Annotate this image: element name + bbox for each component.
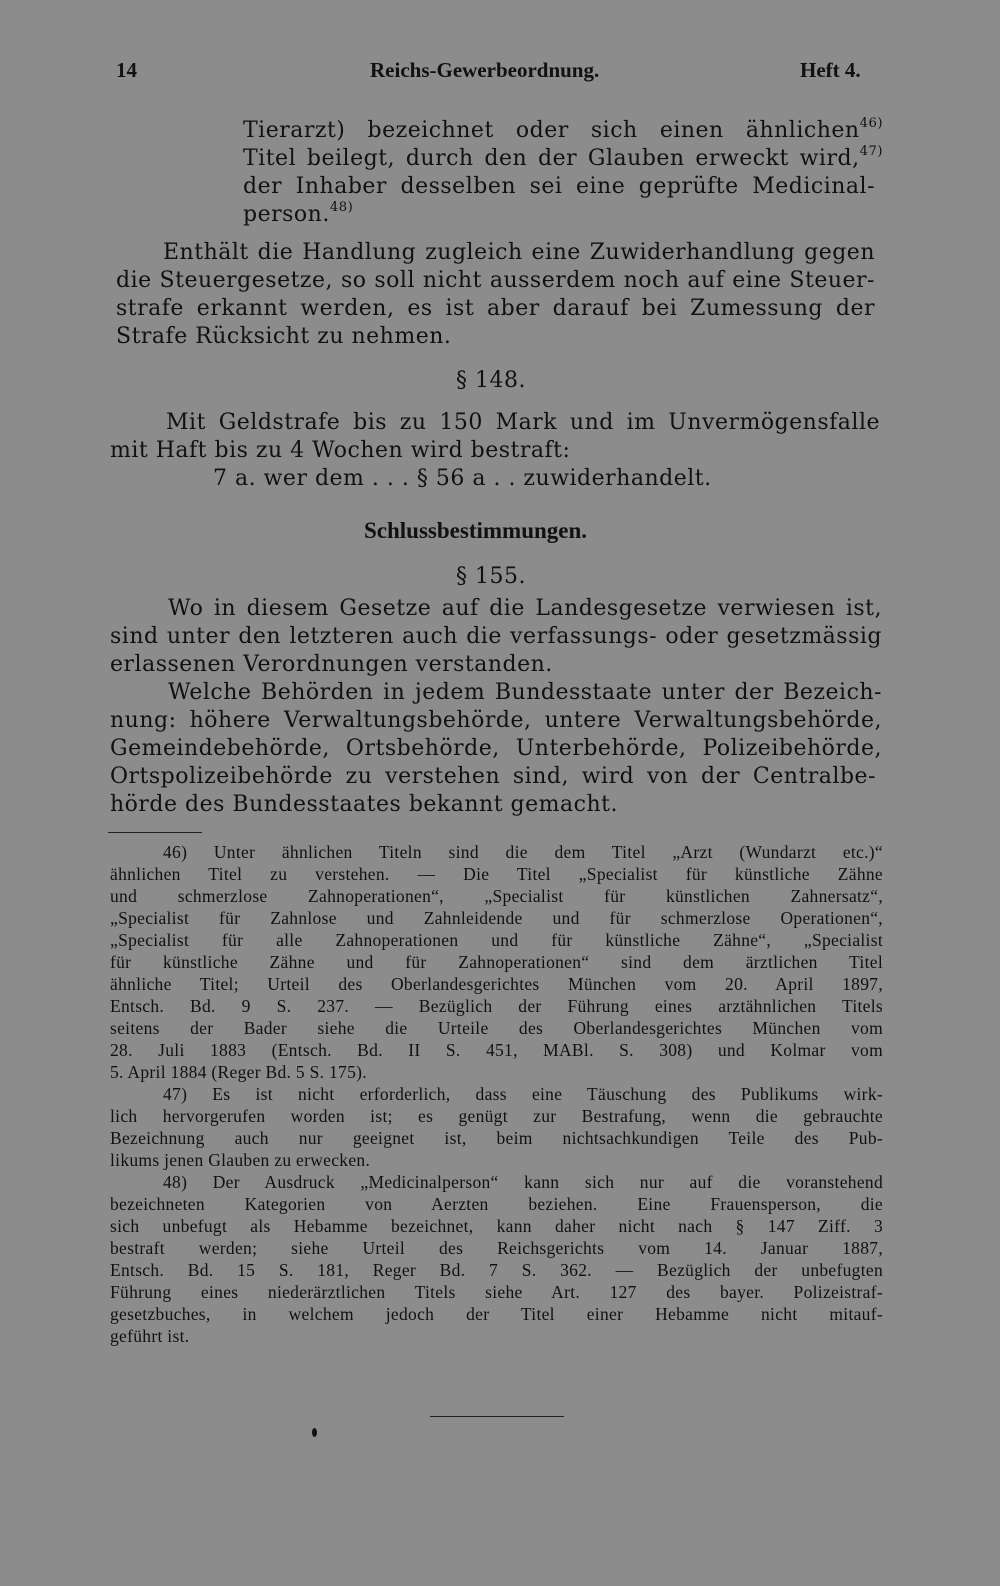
text-line: strafe erkannt werden, es ist aber darauf bei Zumessung der (116, 296, 875, 321)
text-line: hörde des Bundesstaates bekannt gemacht. (110, 792, 618, 817)
footnote-line: ähnliche Titel; Urteil des Oberlandesgerichtes München vom 20. April 1897, (110, 974, 883, 994)
footnote-line: lich hervorgerufen worden ist; es genügt zur Bestrafung, wenn die gebrauchte (110, 1106, 883, 1126)
footnote-line: sich unbefugt als Hebamme bezeichnet, kann daher nicht nach § 147 Ziff. 3 (110, 1216, 883, 1236)
ink-dot (312, 1428, 317, 1437)
footnote-line: für künstliche Zähne und für Zahnoperationen“ sind dem ärztlichen Titel (110, 952, 883, 972)
text-line: person.$^{48)}$ (243, 200, 354, 227)
footnote-line: „Specialist für Zahnlose und Zahnleidende und für schmerzlose Operationen“, (110, 908, 883, 928)
footnote-line: 48) Der Ausdruck „Medicinalperson“ kann sich nur auf die voranstehend (163, 1172, 883, 1192)
text-line: der Inhaber desselben sei eine geprüfte Medicinal- (243, 174, 875, 199)
footnote-line: Bezeichnung auch nur geeignet ist, beim nichtsachkundigen Teile des Pub- (110, 1128, 883, 1148)
text-line: mit Haft bis zu 4 Wochen wird bestraft: (110, 438, 571, 463)
footnote-line: seitens der Bader siehe die Urteile des Oberlandesgerichtes München vom (110, 1018, 883, 1038)
bottom-rule (430, 1416, 564, 1417)
footnote-ref: 48) (329, 200, 354, 216)
text-line: Tierarzt) bezeichnet oder sich einen ähnlichen$^{46)}$ (243, 116, 883, 143)
footnote-line: 46) Unter ähnlichen Titeln sind die dem Titel „Arzt (Wundarzt etc.)“ (163, 842, 883, 862)
text-line: erlassenen Verordnungen verstanden. (110, 652, 553, 677)
text-line: Ortspolizeibehörde zu verstehen sind, wird von der Centralbe- (110, 764, 876, 789)
text-line: Mit Geldstrafe bis zu 150 Mark und im Unvermögensfalle (166, 410, 880, 435)
footnote-line: Entsch. Bd. 9 S. 237. — Bezüglich der Führung eines arztähnlichen Titels (110, 996, 883, 1016)
text-line: sind unter den letzteren auch die verfassungs- oder gesetzmässig (110, 624, 882, 649)
footnote-line: Führung eines niederärztlichen Titels siehe Art. 127 des bayer. Polizeistraf- (110, 1282, 883, 1302)
footnote-line: und schmerzlose Zahnoperationen“, „Specialist für künstlichen Zahnersatz“, (110, 886, 883, 906)
footnote-line: 5. April 1884 (Reger Bd. 5 S. 175). (110, 1062, 367, 1082)
section-155-heading: § 155. (456, 564, 526, 589)
text-line: 7 a. wer dem . . . § 56 a . . zuwiderhandelt. (213, 466, 712, 491)
footnote-line: likums jenen Glauben zu erwecken. (110, 1150, 371, 1170)
text-line: Welche Behörden in jedem Bundesstaate unter der Bezeich- (168, 680, 882, 705)
section-148-heading: § 148. (456, 368, 526, 393)
text-line: Enthält die Handlung zugleich eine Zuwiderhandlung gegen (163, 240, 875, 265)
text-line: die Steuergesetze, so soll nicht ausserdem noch auf eine Steuer- (116, 268, 875, 293)
footnote-line: gesetzbuches, in welchem jedoch der Titel einer Hebamme nicht mitauf- (110, 1304, 883, 1324)
footnote-line: geführt ist. (110, 1326, 190, 1346)
footnote-ref: 46) (859, 116, 883, 132)
page-number: 14 (116, 58, 137, 82)
issue-label: Heft 4. (800, 58, 861, 82)
footnote-line: 47) Es ist nicht erforderlich, dass eine Täuschung des Publikums wirk- (163, 1084, 883, 1104)
text-line: nung: höhere Verwaltungsbehörde, untere Verwaltungsbehörde, (110, 708, 882, 733)
text-line: Gemeindebehörde, Ortsbehörde, Unterbehörde, Polizeibehörde, (110, 736, 882, 761)
running-title: Reichs-Gewerbeordnung. (370, 58, 600, 82)
text-line: Strafe Rücksicht zu nehmen. (116, 324, 452, 349)
text-line: Titel beilegt, durch den der Glauben erweckt wird,$^{47)}$ (243, 144, 883, 171)
footnote-line: ähnlichen Titel zu verstehen. — Die Titel „Specialist für künstliche Zähne (110, 864, 883, 884)
footnote-line: bezeichneten Kategorien von Aerzten beziehen. Eine Frauensperson, die (110, 1194, 883, 1214)
section-heading: Schlussbestimmungen. (364, 518, 588, 543)
footnote-line: bestraft werden; siehe Urteil des Reichsgerichts vom 14. Januar 1887, (110, 1238, 883, 1258)
footnote-separator (108, 832, 202, 833)
text-line: Wo in diesem Gesetze auf die Landesgesetze verwiesen ist, (168, 596, 882, 621)
footnote-line: „Specialist für alle Zahnoperationen und für künstliche Zähne“, „Specialist (110, 930, 883, 950)
footnote-line: Entsch. Bd. 15 S. 181, Reger Bd. 7 S. 362. — Bezüglich der unbefugten (110, 1260, 883, 1280)
footnote-ref: 47) (859, 144, 883, 160)
footnote-line: 28. Juli 1883 (Entsch. Bd. II S. 451, MABl. S. 308) und Kolmar vom (110, 1040, 883, 1060)
